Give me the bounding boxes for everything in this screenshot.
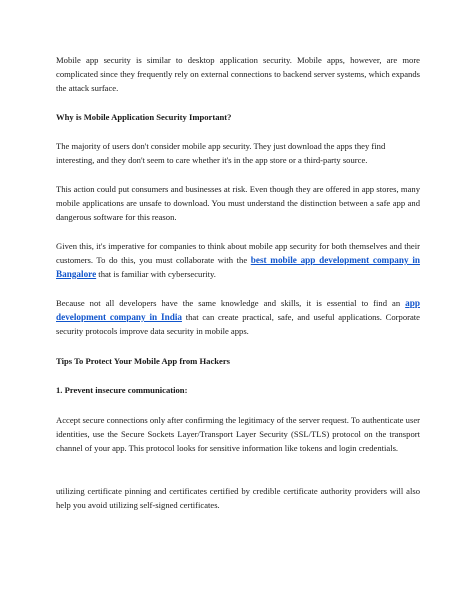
section-heading-importance: Why is Mobile Application Security Important? bbox=[56, 112, 232, 122]
app-development-company-india-link[interactable]: app development company in India bbox=[56, 298, 420, 322]
paragraph-collaborate-text-end: that is familiar with cybersecurity. bbox=[96, 268, 216, 279]
paragraph-developers bbox=[56, 297, 420, 339]
paragraph-developers-text-start: Because not all developers have the same knowledge and skills, it is essential to find an bbox=[56, 298, 406, 308]
paragraph-certificate-pinning: utilizing certificate pinning and certificates certified by credible certificate authority providers will also help you avoid utilizing self-signed certificates. bbox=[56, 486, 420, 510]
subheading-insecure-communication: 1. Prevent insecure communication: bbox=[56, 385, 188, 395]
paragraph-collaborate-text-start: Given this, it's imperative for companies to think about mobile app security for both themselves and their customers. To do this, you must collaborate with the bbox=[56, 241, 420, 265]
paragraph-secure-connections: Accept secure connections only after confirming the legitimacy of the server request. To authenticate user identities, use the Secure Sockets Layer/Transport Layer Security (SSL/TLS) protocol on the transport channel of your app. This protocol looks for sensitive information like tokens and login credentials. bbox=[56, 415, 420, 453]
section-heading-tips: Tips To Protect Your Mobile App from Hackers bbox=[56, 356, 231, 366]
paragraph-users: The majority of users don't consider mobile app security. They just download the apps they find interesting, and they don't seem to care whether it's in the app store or a third-party source. bbox=[56, 141, 386, 165]
paragraph-developers-text-end: that can create practical, safe, and useful applications. Corporate security protocols improve data security in mobile apps. bbox=[56, 311, 420, 336]
best-mobile-app-development-company-link[interactable]: best mobile app development company in Bangalore bbox=[56, 254, 420, 279]
paragraph-risk: This action could put consumers and businesses at risk. Even though they are offered in app stores, many mobile applications are unsafe to download. You must understand the distinction between a safe app and dangerous software for this reason. bbox=[56, 184, 420, 222]
intro-paragraph: Mobile app security is similar to desktop application security. Mobile apps, however, are more complicated since they frequently rely on external connections to backend server systems, which expands the attack surface. bbox=[56, 55, 420, 93]
paragraph-collaborate bbox=[56, 240, 420, 282]
